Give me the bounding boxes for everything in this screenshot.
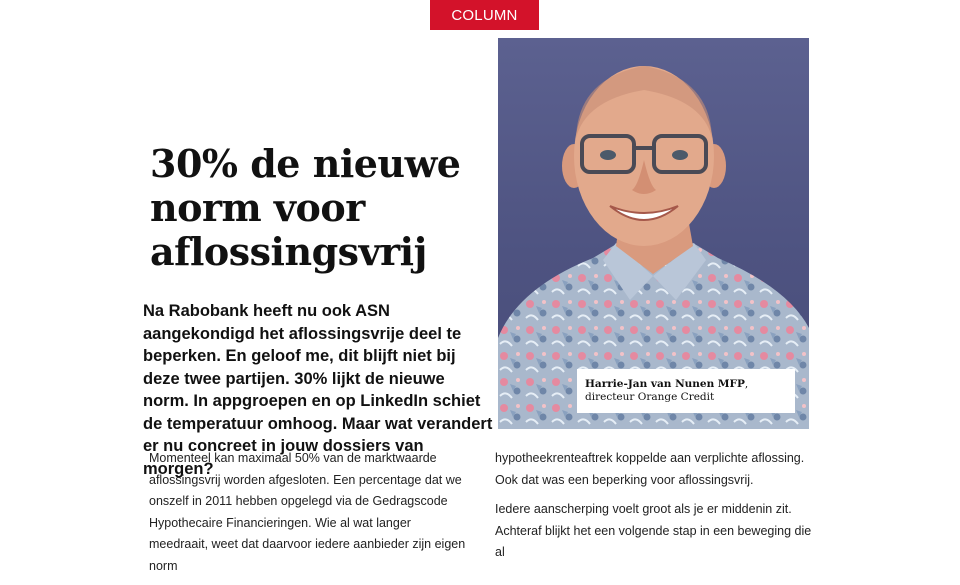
caption-name: Harrie-Jan van Nunen MFP bbox=[585, 378, 745, 390]
author-photo bbox=[498, 38, 809, 429]
article-intro: Na Rabobank heeft nu ook ASN aangekondigd het aflossingsvrije deel te beperken. En geloof me, dit blijft niet bij deze twee partijen. 30% lijkt de nieuwe norm. In appgroepen en op LinkedIn schiet de temperatuur omhoog. Maar wat verandert er nu concreet in jouw dossiers van morgen? bbox=[143, 302, 493, 478]
photo-caption bbox=[577, 369, 795, 413]
body-column-left bbox=[149, 448, 469, 585]
body-paragraph: Momenteel kan maximaal 50% van de marktwaarde aflossingsvrij worden afgesloten. Een percentage dat we onszelf in 2011 hebben opgelegd via de Gedragscode Hypothecaire Financieringen. Wie al wat langer meedraait, weet dat daarvoor iedere aanbieder zijn eigen norm bbox=[149, 451, 466, 573]
article-headline: 30% de nieuwe norm voor aflossingsvrij bbox=[150, 141, 461, 274]
column-badge-label: COLUMN bbox=[451, 6, 518, 24]
body-paragraph: hypotheekrenteaftrek koppelde aan verplichte aflossing. Ook dat was een beperking voor aflossingsvrij. bbox=[495, 451, 805, 487]
body-column-right bbox=[495, 448, 815, 572]
column-badge[interactable] bbox=[430, 0, 539, 30]
caption-role: , directeur Orange Credit bbox=[585, 378, 749, 403]
body-paragraph: Iedere aanscherping voelt groot als je er middenin zit. Achteraf blijkt het een volgende stap in een beweging die al bbox=[495, 502, 812, 559]
